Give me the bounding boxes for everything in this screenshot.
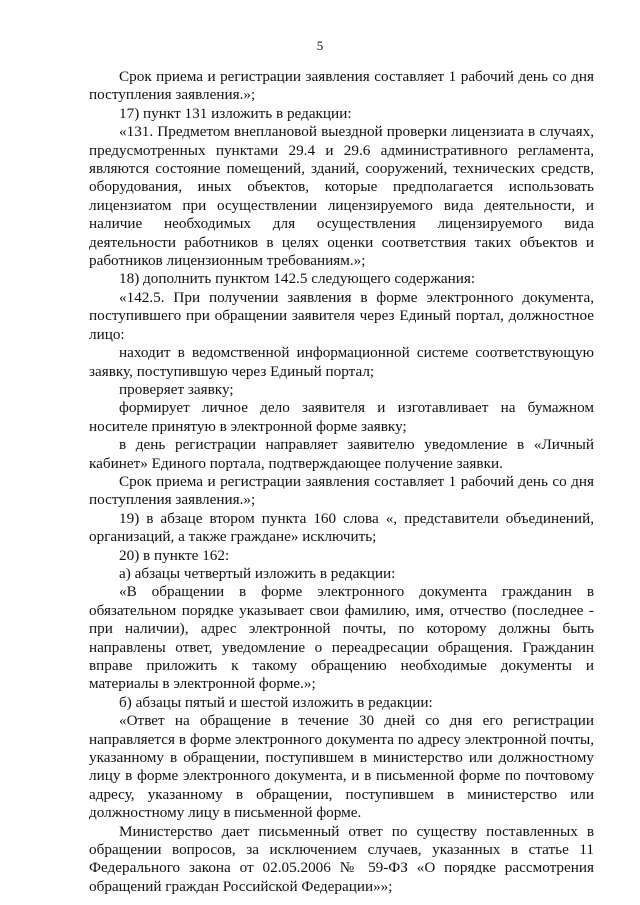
paragraph: Министерство дает письменный ответ по существу поставленных в обращении вопросов, за исключением случаев, указанных в статье 11 Федерального закона от 02.05.2006 № 59-ФЗ «О порядке рассмотрения обращений граждан Российской Федерации»»; <box>89 822 594 895</box>
paragraph: проверяет заявку; <box>119 380 234 398</box>
paragraph: формирует личное дело заявителя и изготавливает на бумажном носителе принятую в электронной форме заявку; <box>89 399 594 435</box>
paragraph: 19) в абзаце втором пункта 160 слова «, представители объединений, организаций, а также граждане» исключить; <box>89 509 594 546</box>
document-body <box>89 68 594 896</box>
paragraph: «142.5. При получении заявления в форме электронного документа, поступившего при обращении заявителя через Единый портал, должностное лицо: <box>89 288 594 343</box>
page-number: 5 <box>316 38 324 53</box>
paragraph: «В обращении в форме электронного документа гражданин в обязательном порядке указывает свои фамилию, имя, отчество (последнее - при наличии), адрес электронной почты, по которому должны быть направлены ответ, уведомление о переадресации обращения. Гражданин вправе приложить к такому обращению необходимые документы и материалы в электронной форме.»; <box>89 583 594 693</box>
paragraph: находит в ведомственной информационной системе соответствующую заявку, поступившую через Единый портал; <box>89 344 594 380</box>
paragraph: «Ответ на обращение в течение 30 дней со дня его регистрации направляется в форме электронного документа по адресу электронной почты, указанному в обращении, поступившем в министерство или должностному лицу в форме электронного документа, и в письменной форме по почтовому адресу, указанному в обращении, поступившем в министерство или должностному лицу в письменной форме. <box>89 712 594 822</box>
paragraph: «131. Предметом внеплановой выездной проверки лицензиата в случаях, предусмотренных пунктами 29.4 и 29.6 административного регламента, являются состояние помещений, зданий, сооружений, технических средств, оборудования, иных объектов, которые предполагается использовать лицензиатом при осуществлении лицензируемого вида деятельности, и наличие необходимых для осуществления лицензируемого вида деятельности работников в целях оценки соответствия таких объектов и работников лицензионным требованиям.»; <box>89 123 594 270</box>
paragraph: 20) в пункте 162: <box>119 546 230 564</box>
paragraph: Срок приема и регистрации заявления составляет 1 рабочий день со дня поступления заявления.»; <box>89 472 594 509</box>
paragraph: а) абзацы четвертый изложить в редакции: <box>119 564 396 582</box>
paragraph: Срок приема и регистрации заявления составляет 1 рабочий день со дня поступления заявления.»; <box>89 68 594 104</box>
paragraph: 17) пункт 131 изложить в редакции: <box>119 104 352 122</box>
paragraph: 18) дополнить пунктом 142.5 следующего содержания: <box>119 270 476 288</box>
paragraph: б) абзацы пятый и шестой изложить в редакции: <box>119 693 433 711</box>
paragraph: в день регистрации направляет заявителю уведомление в «Личный кабинет» Единого портала, подтверждающее получение заявки. <box>89 436 594 472</box>
